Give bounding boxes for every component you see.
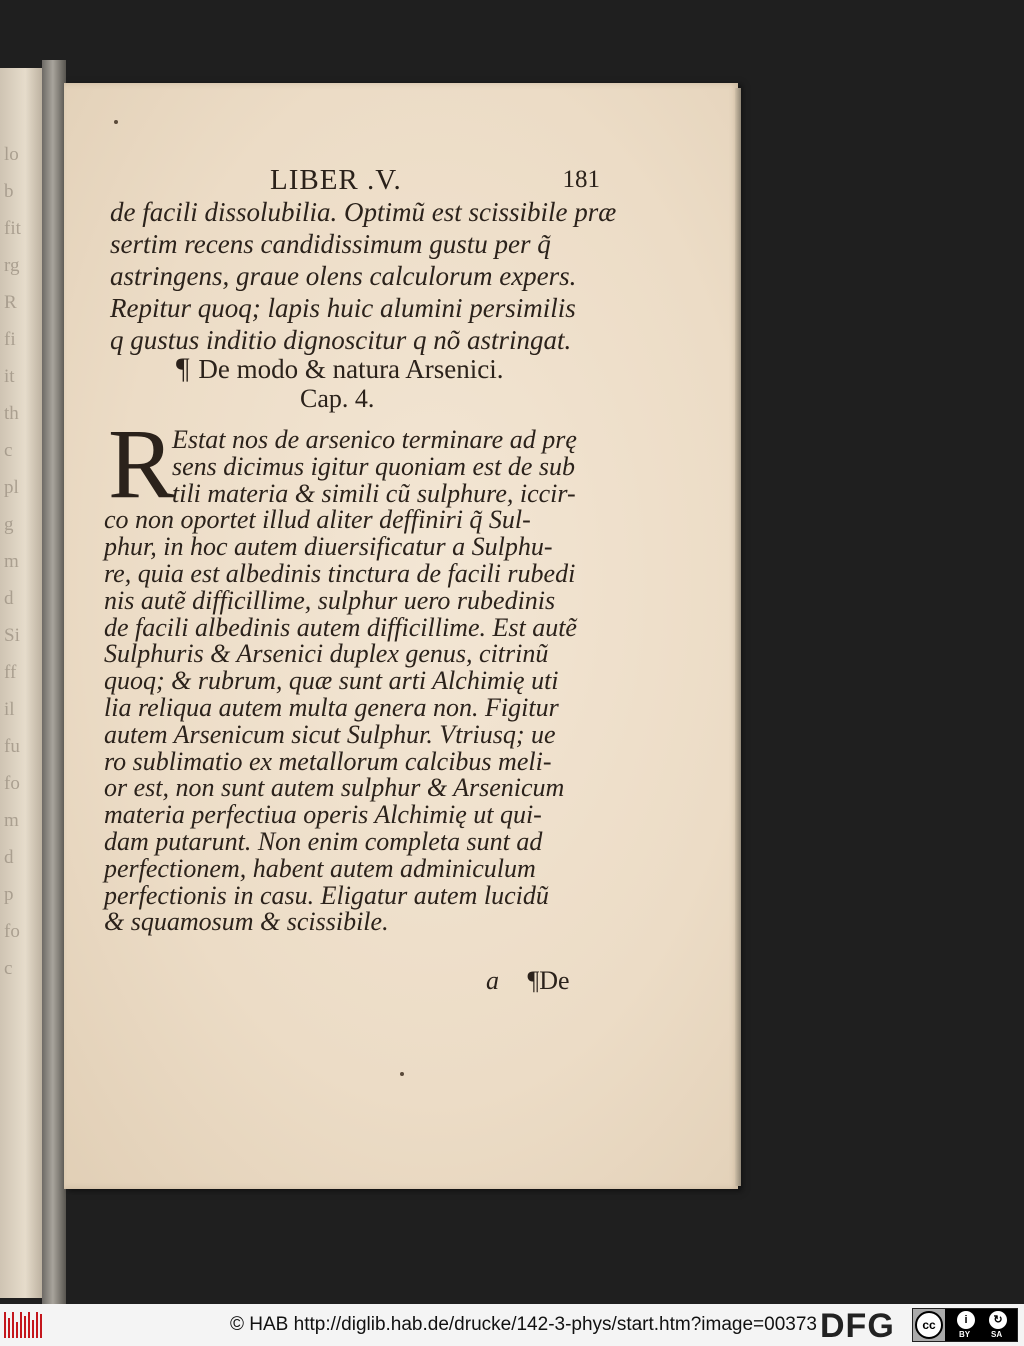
- sa-label: SA: [991, 1330, 1003, 1339]
- cc-icon: cc: [915, 1311, 943, 1339]
- text-line: or est, non sunt autem sulphur & Arsenicum: [104, 773, 565, 803]
- previous-page-fragment: c: [4, 958, 13, 979]
- previous-page-fragment: fi: [4, 329, 16, 350]
- previous-page-fragment: g: [4, 514, 14, 535]
- previous-page-fragment: pl: [4, 477, 19, 498]
- text-line: autem Arsenicum sicut Sulphur. Vtriusq; ue: [104, 719, 556, 749]
- previous-page-fragment: p: [4, 884, 14, 905]
- previous-page-fragment: fu: [4, 736, 20, 757]
- catchword-line: [486, 966, 570, 996]
- previous-page-fragment: d: [4, 847, 14, 868]
- text-line: q gustus inditio dignoscitur q nõ astringat.: [110, 325, 572, 355]
- catchword: De: [539, 966, 570, 995]
- text-line: sertim recens candidissimum gustu per q̃: [110, 229, 551, 259]
- chapter-heading: [176, 352, 504, 386]
- text-line: tili materia & simili cũ sulphure, iccir-: [172, 478, 576, 508]
- drop-initial: R: [108, 408, 175, 519]
- pilcrow-icon: ¶: [176, 352, 190, 385]
- chapter-number: Cap. 4.: [300, 384, 375, 413]
- ink-speck: [114, 120, 118, 124]
- text-line: re, quia est albedinis tinctura de facili rubedi: [104, 559, 576, 588]
- text-line: sens dicimus igitur quoniam est de sub: [172, 451, 575, 481]
- text-line: perfectionem, habent autem adminiculum: [104, 853, 536, 883]
- share-alike-icon: ↻: [989, 1311, 1007, 1329]
- page-edge: [735, 88, 741, 1186]
- text-line: Repitur quoq; lapis huic alumini persimilis: [110, 293, 576, 323]
- barcode-icon: [4, 1312, 46, 1338]
- previous-page-fragment: rg: [4, 255, 20, 276]
- previous-page-fragment: fo: [4, 773, 20, 794]
- text-line: co non oportet illud aliter deffiniri q̃ Sul-: [104, 505, 531, 535]
- text-line: quoq; & rubrum, quæ sunt arti Alchimię uti: [104, 666, 559, 696]
- previous-page-fragment: ff: [4, 662, 17, 683]
- previous-page-fragment: il: [4, 699, 15, 720]
- previous-page-fragment: lo: [4, 144, 19, 165]
- previous-page-fragment: th: [4, 403, 19, 424]
- text-line: astringens, graue olens calculorum expers.: [110, 261, 577, 291]
- text-line: de facili albedinis autem difficillime. Est autẽ: [104, 612, 577, 642]
- previous-page-fragment: it: [4, 366, 15, 387]
- previous-page-fragment: Si: [4, 625, 20, 646]
- previous-page-fragment: m: [4, 810, 19, 831]
- footer-bar: [0, 1304, 1024, 1346]
- previous-page-fragment: fo: [4, 921, 20, 942]
- dfg-logo: DFG: [820, 1307, 895, 1345]
- ink-speck: [400, 1072, 404, 1076]
- previous-page-fragment: R: [4, 292, 17, 313]
- previous-page-fragment: d: [4, 588, 14, 609]
- cc-license-badge[interactable]: [912, 1308, 1018, 1342]
- pilcrow-icon: ¶: [527, 966, 540, 995]
- text-line: dam putarunt. Non enim completa sunt ad: [104, 827, 543, 856]
- previous-page-fragment: fit: [4, 218, 21, 239]
- running-title: LIBER .V.: [270, 164, 402, 196]
- previous-page-fragment: c: [4, 440, 13, 461]
- folio-number: 181: [562, 166, 600, 193]
- text-line: & squamosum & scissibile.: [104, 907, 389, 937]
- text-line: Sulphuris & Arsenici duplex genus, citrinũ: [104, 639, 549, 669]
- text-line: lia reliqua autem multa genera non. Figitur: [104, 693, 559, 722]
- text-line: Estat nos de arsenico terminare ad prę: [172, 425, 577, 454]
- citation-link[interactable]: © HAB http://diglib.hab.de/drucke/142-3-phys/start.htm?image=00373: [230, 1314, 817, 1335]
- attribution-icon: i: [957, 1311, 975, 1329]
- text-line: nis autẽ difficillime, sulphur uero rubedinis: [104, 585, 556, 615]
- text-line: de facili dissolubilia. Optimũ est scissibile præ: [110, 197, 617, 227]
- text-line: perfectionis in casu. Eligatur autem lucidũ: [104, 880, 549, 910]
- by-label: BY: [959, 1330, 971, 1339]
- previous-page-fragment: b: [4, 181, 14, 202]
- signature-mark: a: [486, 966, 499, 995]
- chapter-heading-text: De modo & natura Arsenici.: [198, 354, 504, 384]
- license-strip: [945, 1309, 1017, 1341]
- previous-page-edge: [0, 68, 42, 1298]
- previous-page-fragment: m: [4, 551, 19, 572]
- book-spine: [42, 60, 66, 1304]
- text-line: ro sublimatio ex metallorum calcibus meli-: [104, 746, 552, 776]
- text-line: materia perfectiua operis Alchimię ut qui-: [104, 800, 542, 830]
- text-line: phur, in hoc autem diuersificatur a Sulphu-: [104, 532, 553, 562]
